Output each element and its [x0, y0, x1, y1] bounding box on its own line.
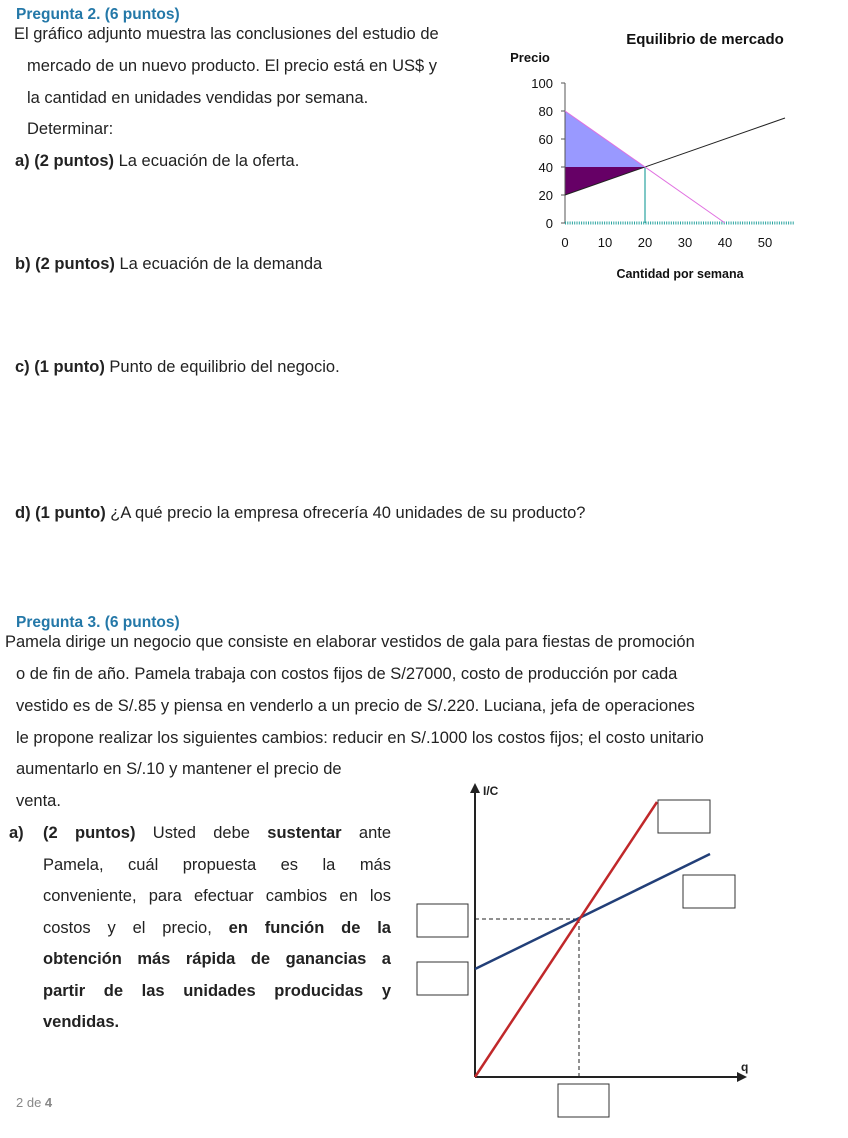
chart-x-label: Cantidad por semana	[616, 267, 744, 281]
q2-item-d-label: d) (1 punto)	[15, 504, 106, 522]
income-line	[475, 802, 657, 1077]
q3-item-a-segment: vendidas.	[43, 1013, 120, 1031]
chart-y-label: Precio	[510, 50, 550, 65]
q3-item-a-segment: ante	[341, 824, 392, 842]
x-tick-label: 20	[637, 235, 653, 250]
y-tick-label: 80	[538, 104, 553, 119]
q3-item-a-segment: sustentar	[267, 824, 342, 842]
q3-item-a-segment: partir de las unidades producidas y	[43, 981, 391, 1000]
q3-item-a-line	[43, 982, 391, 1001]
market-equilibrium-chart	[490, 20, 820, 290]
y-tick-label: 60	[538, 132, 553, 147]
q3-item-a-segment: (2 puntos)	[43, 824, 136, 842]
q2-item-a	[15, 152, 299, 171]
q3-item-a-line	[43, 856, 391, 875]
q3-item-a-segment: conveniente, para efectuar cambios en los	[43, 887, 391, 905]
equilibrium-quantity-box	[558, 1084, 609, 1117]
q3-line-4: le propone realizar los siguientes cambios: reducir en S/.1000 los costos fijos; el costo unitario	[16, 729, 704, 747]
x-tick-label: 0	[561, 235, 569, 250]
q2-heading: Pregunta 2. (6 puntos)	[16, 6, 180, 23]
q3-item-a-segment: obtención más rápida de ganancias a	[43, 950, 391, 968]
q2-intro-line-3: la cantidad en unidades vendidas por semana.	[27, 89, 369, 107]
q2-item-c-label: c) (1 punto)	[15, 358, 105, 376]
q2-item-d	[15, 504, 585, 523]
q3-item-a-line	[43, 919, 391, 938]
x-tick-label: 50	[757, 235, 773, 250]
q3-item-a-segment: costos y el precio,	[43, 918, 229, 937]
diagram-x-label: q	[741, 1060, 749, 1074]
q3-line-5: aumentarlo en S/.10 y mantener el precio de	[16, 760, 342, 778]
q2-intro-line-1: El gráfico adjunto muestra las conclusiones del estudio de	[14, 25, 439, 43]
q2-item-d-text: ¿A qué precio la empresa ofrecería 40 unidades de su producto?	[105, 504, 586, 522]
q3-line-2: o de fin de año. Pamela trabaja con costos fijos de S/27000, costo de producción por cada	[16, 665, 678, 683]
q2-item-a-text: La ecuación de la oferta.	[114, 152, 300, 170]
q3-item-a-segment: en función de la	[228, 918, 391, 937]
q3-line-6: venta.	[16, 792, 61, 810]
q3-item-a-line	[43, 950, 391, 969]
q3-item-a-line	[43, 887, 391, 906]
q3-item-a-label: a)	[9, 824, 24, 842]
y-tick-label: 100	[531, 76, 553, 91]
break-even-diagram	[410, 775, 755, 1120]
q2-item-c	[15, 358, 340, 377]
q3-item-a-segment: Usted debe	[135, 824, 268, 842]
y-axis-arrow-icon	[470, 783, 480, 793]
y-tick-label: 40	[538, 160, 553, 175]
fixed-cost-box	[417, 962, 468, 995]
page-indicator	[16, 1095, 52, 1110]
x-tick-label: 30	[677, 235, 693, 250]
q2-intro-line-4: Determinar:	[27, 120, 114, 138]
income-label-box	[658, 800, 710, 833]
q2-item-b-text: La ecuación de la demanda	[114, 255, 323, 273]
q3-line-3: vestido es de S/.85 y piensa en venderlo a un precio de S/.220. Luciana, jefa de operaciones	[16, 697, 695, 715]
q2-item-a-label: a) (2 puntos)	[15, 152, 114, 170]
q2-intro-line-2: mercado de un nuevo producto. El precio está en US$ y	[27, 57, 437, 75]
cost-label-box	[683, 875, 735, 908]
page-total: 4	[44, 1095, 53, 1110]
diagram-y-label: I/C	[483, 784, 499, 798]
chart-title: Equilibrio de mercado	[626, 31, 784, 48]
q3-line-1: Pamela dirige un negocio que consiste en elaborar vestidos de gala para fiestas de promoción	[5, 633, 695, 651]
page-sep: de	[23, 1095, 45, 1110]
x-tick-label: 10	[597, 235, 613, 250]
q3-item-a-line	[43, 1013, 391, 1032]
q3-item-a-line	[43, 824, 391, 843]
equilibrium-value-box	[417, 904, 468, 937]
q2-item-b-label: b) (2 puntos)	[15, 255, 115, 273]
page-number: 2	[16, 1095, 24, 1110]
q2-item-b	[15, 255, 322, 274]
q3-heading: Pregunta 3. (6 puntos)	[16, 614, 180, 631]
q2-item-c-text: Punto de equilibrio del negocio.	[104, 358, 340, 376]
q3-item-a-segment: Pamela, cuál propuesta es la más	[43, 855, 391, 874]
y-tick-label: 20	[538, 188, 553, 203]
y-tick-label: 0	[545, 216, 553, 231]
x-tick-label: 40	[717, 235, 733, 250]
total-cost-line	[475, 854, 710, 969]
